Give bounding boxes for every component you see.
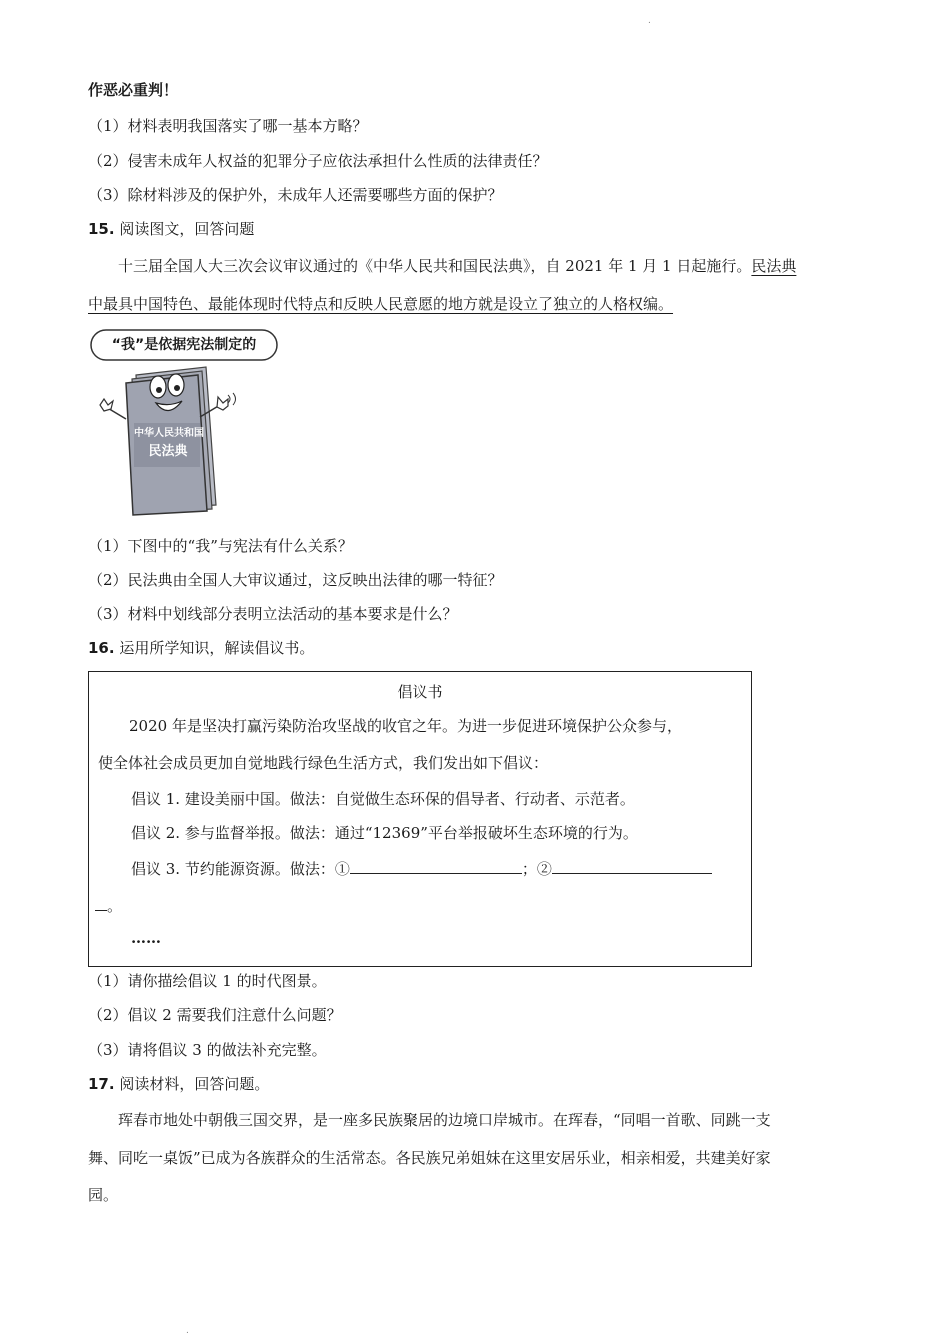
book-title-line2: 民法典 [148,444,188,459]
q14-sub3: （3）除材料涉及的保护外，未成年人还需要哪些方面的保护？ [88,186,503,204]
q15-sub1: （1）下图中的“我”与宪法有什么关系？ [88,537,353,555]
corner-dot: . [648,16,651,26]
proposal-item2: 倡议 2. 参与监督举报。做法：通过“12369”平台举报破坏生态环境的行为。 [131,824,638,842]
q15-sub3: （3）材料中划线部分表明立法活动的基本要求是什么？ [88,605,458,623]
speech-bubble-text: “我”是依据宪法制定的 [111,337,257,353]
q16-number: 16. [88,639,115,657]
q15-para-text: 十三届全国人大三次会议审议通过的《中华人民共和国民法典》，自 2021 年 1 月 1 日起施行。 [118,257,752,275]
proposal-para1: 2020 年是坚决打赢污染防治攻坚战的收官之年。为进一步促进环境保护公众参与， [129,717,682,735]
q16-prompt: 运用所学知识，解读倡议书。 [119,639,315,657]
answer-blank-1[interactable] [350,859,522,874]
proposal-item3-text: 倡议 3. 节约能源资源。做法：① [131,860,350,878]
proposal-box [88,671,752,967]
proposal-item3 [131,859,712,879]
q16-heading [88,638,314,658]
q15-para-line1 [118,256,796,276]
q15-number: 15. [88,220,115,238]
book-title-line1: 中华人民共和国 [134,428,204,439]
q15-sub2: （2）民法典由全国人大审议通过，这反映出法律的哪一特征？ [88,571,503,589]
book-cartoon-icon [88,327,288,517]
q17-para-line2: 舞、同吃一桌饭”已成为各族群众的生活常态。各民族兄弟姐妹在这里安居乐业，相亲相爱，共建美好家 [88,1149,771,1167]
civil-code-illustration [88,327,288,517]
proposal-item3-cont [95,896,122,916]
q14-sub1: （1）材料表明我国落实了哪一基本方略？ [88,117,368,135]
proposal-ellipsis: …… [131,929,161,947]
proposal-item1: 倡议 1. 建设美丽中国。做法：自觉做生态环保的倡导者、行动者、示范者。 [131,790,635,808]
proposal-item3-sep: ；② [521,860,552,878]
proposal-title: 倡议书 [397,683,443,701]
answer-blank-2-tail[interactable] [95,896,107,911]
q15-para-underlined2: 中最具中国特色、最能体现时代特点和反映人民意愿的地方就是设立了独立的人格权编。 [88,295,674,313]
proposal-item3-end: 。 [107,897,123,915]
q17-para-line3: 园。 [88,1186,119,1204]
q16-sub2: （2）倡议 2 需要我们注意什么问题？ [88,1006,342,1024]
answer-blank-2[interactable] [552,859,712,874]
proposal-para2: 使全体社会成员更加自觉地践行绿色生活方式，我们发出如下倡议： [98,754,549,772]
q15-para-underlined1: 民法典 [751,257,797,275]
q16-sub3: （3）请将倡议 3 的做法补充完整。 [88,1041,327,1059]
q17-prompt: 阅读材料，回答问题。 [119,1075,270,1093]
footer-dot: . [186,1326,189,1336]
q15-prompt: 阅读图文，回答问题 [119,220,255,238]
q15-heading [88,219,254,239]
q17-number: 17. [88,1075,115,1093]
q17-para-line1: 珲春市地处中朝俄三国交界，是一座多民族聚居的边境口岸城市。在珲春，“同唱一首歌、同跳一支 [118,1111,771,1129]
q14-tail-line: 作恶必重判！ [88,81,179,99]
q17-heading [88,1074,269,1094]
q14-sub2: （2）侵害未成年人权益的犯罪分子应依法承担什么性质的法律责任？ [88,152,548,170]
q16-sub1: （1）请你描绘倡议 1 的时代图景。 [88,972,327,990]
